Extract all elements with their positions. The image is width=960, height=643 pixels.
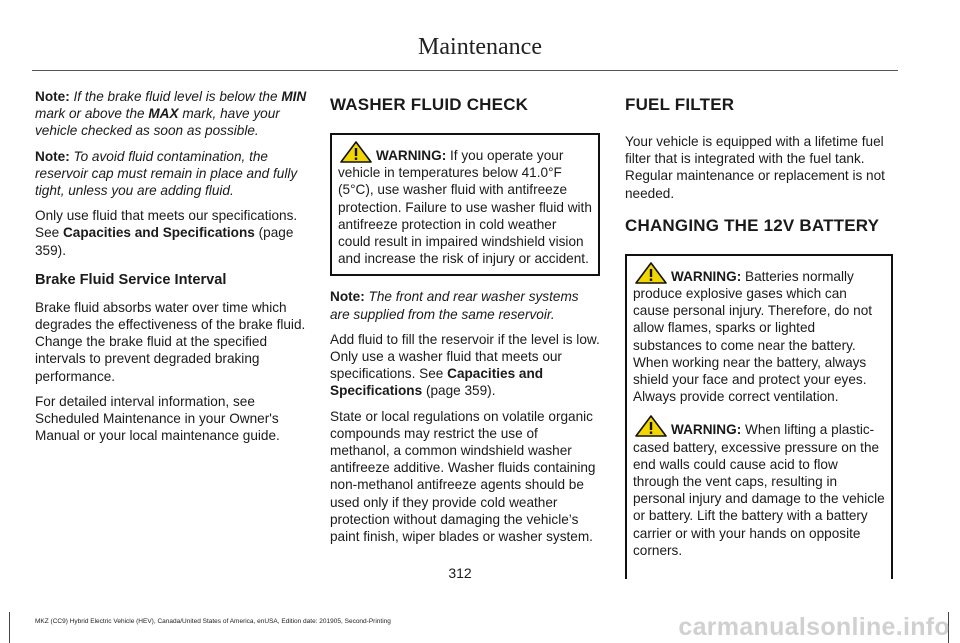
paragraph-interval-info: For detailed interval information, see Scheduled Maintenance in your Owner's Manual or your local maintenance guide. [35, 393, 280, 444]
section-heading-washer-fluid: WASHER FLUID CHECK [330, 95, 529, 114]
column-brake-fluid [35, 88, 307, 452]
link-capacities-2[interactable]: Capacities and Specifications [330, 366, 544, 399]
paragraph-absorbs-water: Brake fluid absorbs water over time which degrades the effectiveness of the brake fluid. Change the brake fluid at the specified intervals to prevent degraded braking performance. [35, 299, 306, 384]
section-heading-battery: CHANGING THE 12V BATTERY [625, 215, 880, 235]
note-brake-level: Note: If the brake fluid level is below the MIN mark or above the MAX mark, have your vehicle checked as soon as possible. [35, 89, 307, 139]
note-reservoir: Note: The front and rear washer systems are supplied from the same reservoir. [330, 289, 579, 322]
warning-triangle-icon [635, 262, 667, 284]
paragraph-add-fluid: Add fluid to fill the reservoir if the level is low. Only use a washer fluid that meets our specifications. See Capacities and Specifications (page 359). [330, 331, 600, 399]
column-fuel-battery [625, 88, 893, 579]
link-capacities[interactable]: Capacities and Specifications [62, 225, 255, 241]
subheading-service-interval: Brake Fluid Service Interval [35, 271, 227, 288]
warning-box-washer: WARNING: If you operate your vehicle in temperatures below 41.0°F (5°C), use washer fluid with antifreeze protection. Failure to use washer fluid with antifreeze protection in cold weather could result in impaired windshield vision and increase the risk of injury or accident. [330, 133, 600, 276]
paragraph-specifications: Only use fluid that meets our specifications. See Capacities and Specifications (page 359). [35, 208, 298, 258]
section-heading-fuel-filter: FUEL FILTER [625, 95, 735, 114]
note-contamination: Note: To avoid fluid contamination, the reservoir cap must remain in place and fully tight, unless you are adding fluid. [35, 148, 298, 199]
watermark: carmanualsonline.info [678, 613, 950, 641]
warning-triangle-icon [340, 141, 372, 163]
crop-mark-left [9, 612, 10, 643]
warning-lifting-battery: WARNING: When lifting a plastic-cased battery, excessive pressure on the end walls could cause acid to flow through the vent caps, resulting in personal injury and damage to the vehicle or battery. Lift the battery with a battery carrier or with your hands on opposite corners. [633, 415, 885, 559]
edition-footer: MKZ (CC9) Hybrid Electric Vehicle (HEV), Canada/United States of America, enUSA, Edition date: 201905, Second-Printing [35, 618, 391, 625]
paragraph-regulations: State or local regulations on volatile organic compounds may restrict the use of methanol, a common windshield washer antifreeze additive. Washer fluids containing non-methanol antifreeze agents should be used only if they provide cold weather protection without damaging the vehicle’s paint finish, wiper blades or washer system. [330, 408, 596, 545]
warning-explosive-gases: WARNING: Batteries normally produce explosive gases which can cause personal injury. Therefore, do not allow flames, sparks or lighted substances to come near the battery. When working near the battery, always shield your face and protect your eyes. Always provide correct ventilation. [633, 262, 885, 406]
warning-box-battery [625, 254, 893, 579]
column-washer-fluid [330, 88, 600, 553]
warning-triangle-icon [635, 415, 667, 437]
page-number: 312 [448, 565, 472, 581]
header-divider [32, 70, 898, 71]
paragraph-fuel-filter: Your vehicle is equipped with a lifetime fuel filter that is integrated with the fuel tank. Regular maintenance or replacement is not needed. [625, 134, 885, 201]
page-title: Maintenance [418, 34, 542, 60]
